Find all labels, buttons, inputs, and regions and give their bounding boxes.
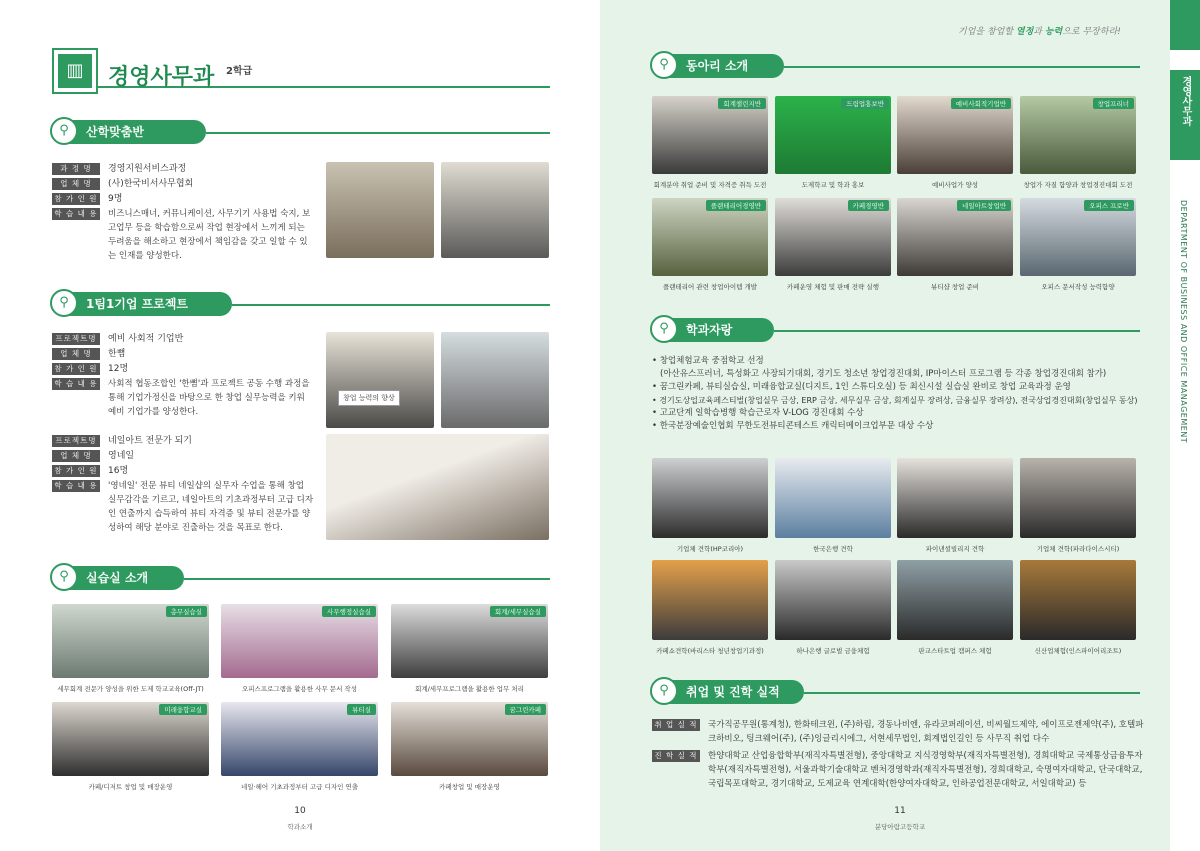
divider <box>184 578 550 580</box>
section-header-industry <box>50 120 550 144</box>
section-title: 학과자랑 <box>664 318 774 342</box>
section-header-project <box>50 292 550 316</box>
section-header-pride <box>650 318 1140 342</box>
side-tab <box>1170 0 1200 851</box>
search-icon: ⚲ <box>50 117 78 145</box>
department-english-name: DEPARTMENT OF BUSINESS AND OFFICE MANAGEMENT <box>1179 200 1188 444</box>
banner-text: 창업 능력의 향상 <box>338 390 400 406</box>
photo-lab-3: 회계/세무실습실 <box>391 604 548 678</box>
search-icon: ⚲ <box>650 315 678 343</box>
pride-caption: 파이낸셜빌리지 견학 <box>925 545 985 553</box>
side-tab-label: 경영사무과 <box>1170 70 1200 160</box>
photo-pride-8 <box>1020 560 1136 640</box>
photo-lab-5: 뷰티실 <box>221 702 378 776</box>
photo-club-3: 예비사회적기업반 <box>897 96 1013 174</box>
search-icon: ⚲ <box>650 677 678 705</box>
club-caption: 도제학교 및 학과 홍보 <box>801 181 865 189</box>
pride-caption: 신산업체험(인스파이어리조트) <box>1034 647 1122 655</box>
divider <box>774 330 1140 332</box>
photo-pride-6 <box>775 560 891 640</box>
section-title: 산학맞춤반 <box>64 120 206 144</box>
page-number: 11 <box>894 806 906 816</box>
photo-pride-1 <box>652 458 768 538</box>
right-page <box>600 0 1200 851</box>
photo-lab-4: 미래융합교실 <box>52 702 209 776</box>
project-a-info: 프로젝트명 예비 사회적 기업반 업 체 명 한뼘 참 가 인 원 12명 학 습 내 용 사회적 협동조합인 '한뼘'과 프로젝트 공동 수행 과정을 통해 기업가정신을 바탕으로 한 창업 실무능력을 키워 예비 기업가를 양성한다. <box>52 332 314 420</box>
chart-icon: ▥ <box>52 48 98 94</box>
job-info: 취 업 실 적 국가직공무원(통계청), 한화테크윈, (주)하림, 경동나비엔, 유라코퍼레이션, 비씨월드제약, 에이프로젠제약(주), 호텔파크하비오, 팅크웨어(주), (주)잉글리시에그, 서현세무법인, 회계법인길인 등 사무직 취업 다수 진 학 실 적 한양대학교 산업융합학부(재직자특별전형), 중앙대학교 지식경영학부(재직자특별전형), 경희대학교 국제통상금융투자학부(재직자특별전형), 서울과학기술대학교 벤처경영학과(재직자특별전형), 경희대학교, 숙명여자대학교, 단국대학교, 국립목포대학교, 경기대학교, 도제교육 연계대학(한양여자대학교, 인하공업전문대학교, 서일대학교) 등 <box>652 718 1144 792</box>
lab-caption: 네일·헤어 기초과정부터 고급 디자인 연출 <box>240 783 359 791</box>
section-header-jobs <box>650 680 1140 704</box>
club-caption: 창업가 자질 함양과 창업경진대회 도전 <box>1023 181 1133 189</box>
search-icon: ⚲ <box>50 289 78 317</box>
page-number: 10 <box>294 806 306 816</box>
pride-caption: 한국은행 견학 <box>813 545 853 553</box>
page-footer-label: 분당아람고등학교 <box>874 823 926 831</box>
search-icon: ⚲ <box>50 563 78 591</box>
photo-classroom-2 <box>441 162 549 258</box>
pride-caption: 기업체 견학(HP코리아) <box>676 545 744 553</box>
photo-club-8: 오피스 프로반 <box>1020 198 1136 276</box>
page-title: 경영사무과 <box>108 65 215 90</box>
lab-caption: 카페/디저트 창업 및 매장운영 <box>88 783 173 791</box>
class-count: 2학급 <box>226 66 253 77</box>
photo-pride-3 <box>897 458 1013 538</box>
section-title: 취업 및 진학 실적 <box>664 680 804 704</box>
photo-lab-6: 꿈그린카페 <box>391 702 548 776</box>
page-footer-label: 학과소개 <box>287 823 313 831</box>
photo-club-1: 회계챌린지반 <box>652 96 768 174</box>
club-caption: 뷰티샵 창업 준비 <box>930 283 980 291</box>
pride-caption: 기업체 견학(파라다이스시티) <box>1036 545 1120 553</box>
photo-club-6: 카페경영반 <box>775 198 891 276</box>
slogan: 기업을 창업할 열정과 능력으로 무장하라! <box>958 27 1121 37</box>
lab-caption: 카페창업 및 매장운영 <box>439 783 500 791</box>
divider <box>206 132 550 134</box>
divider <box>784 66 1140 68</box>
club-caption: 예비사업가 양성 <box>931 181 979 189</box>
section-title: 1팀1기업 프로젝트 <box>64 292 232 316</box>
photo-lab-2: 사무행정실습실 <box>221 604 378 678</box>
pride-caption: 하나은행 글로벌 금융체험 <box>796 647 870 655</box>
photo-classroom-1 <box>326 162 434 258</box>
industry-info: 과 정 명 경영지원서비스과정 업 체 명 (사)한국비서사무협회 참 가 인 원 9명 학 습 내 용 비즈니스매너, 커뮤니케이션, 사무기기 사용법 숙지, 보고업무 등을 학습함으로써 작업 현장에서 느끼게 되는 두려움을 해소하고 현장에서 책임감을 갖고 일할 수 있는 인재를 양성한다. <box>52 162 314 264</box>
section-title: 동아리 소개 <box>664 54 784 78</box>
lab-caption: 회계/세무프로그램을 활용한 업무 처리 <box>415 685 524 693</box>
lab-caption: 오피스프로그램을 활용한 사무 문서 작성 <box>241 685 357 693</box>
photo-club-4: 창업프리너 <box>1020 96 1136 174</box>
photo-pride-2 <box>775 458 891 538</box>
divider <box>804 692 1140 694</box>
side-tab-top <box>1170 0 1200 50</box>
lab-caption: 세무회계 전문가 양성을 위한 도제 학교교육(Off-JT) <box>57 685 204 693</box>
photo-club-2: 드림업홍보반 <box>775 96 891 174</box>
section-title: 실습실 소개 <box>64 566 184 590</box>
photo-project-group <box>441 332 549 428</box>
photo-project-banner <box>326 332 434 428</box>
photo-pride-7 <box>897 560 1013 640</box>
club-caption: 플랜테리어 관련 창업아이템 개발 <box>662 283 758 291</box>
photo-nail-class <box>326 434 549 540</box>
divider <box>232 304 550 306</box>
photo-pride-4 <box>1020 458 1136 538</box>
search-icon: ⚲ <box>650 51 678 79</box>
project-b-info: 프로젝트명 네일아트 전문가 되기 업 체 명 영네일 참 가 인 원 16명 학 습 내 용 '영네일' 전문 뷰티 네일샵의 실무자 수업을 통해 창업 실무감각을 기르고, 네일아트의 기초과정부터 고급 디자인 연출까지 습득하여 뷰티 자격증 및 뷰티 전문가를 양성하여 해당 분야로 진출하는 것을 목표로 한다. <box>52 434 314 536</box>
club-caption: 카페운영 체험 및 판매 전략 실행 <box>787 283 879 291</box>
photo-pride-5 <box>652 560 768 640</box>
section-header-labs <box>50 566 550 590</box>
photo-club-5: 플랜테리어경영반 <box>652 198 768 276</box>
pride-caption: 판교스타트업 캠퍼스 체험 <box>918 647 992 655</box>
pride-list: • 창업체험교육 중점학교 선정 (아산유스프러너, 특성화고 사장되기대회, 경기도 청소년 창업경진대회, IP마이스터 프로그램 등 각종 창업경진대회 참가) • 꿈그린카페, 뷰티실습실, 미래융합교실(디지트, 1인 스튜디오실) 등 최신시설 실습실 완비로 창업 교육과정 운영 • 경기도상업교육페스티벌(창업실무 금상, ERP 금상, 세무실무 금상, 회계실무 장려상, 금융실무 장려상), 전국상업경진대회(창업실무 동상) • 고교단계 일학습병행 학습근로자 V-LOG 경진대회 수상 • 한국분장예술인협회 무한도전뷰티콘테스트 캐릭터메이크업부문 대상 수상 <box>652 356 1138 431</box>
club-caption: 오피스 문서작성 능력함양 <box>1041 283 1115 291</box>
section-header-clubs <box>650 54 1140 78</box>
photo-club-7: 네일아트창업반 <box>897 198 1013 276</box>
club-caption: 회계분야 취업 준비 및 자격증 취득 도전 <box>653 181 767 189</box>
photo-lab-1: 총무실습실 <box>52 604 209 678</box>
pride-caption: 카페쇼견학(바리스타 청년창업기과정) <box>656 647 764 655</box>
